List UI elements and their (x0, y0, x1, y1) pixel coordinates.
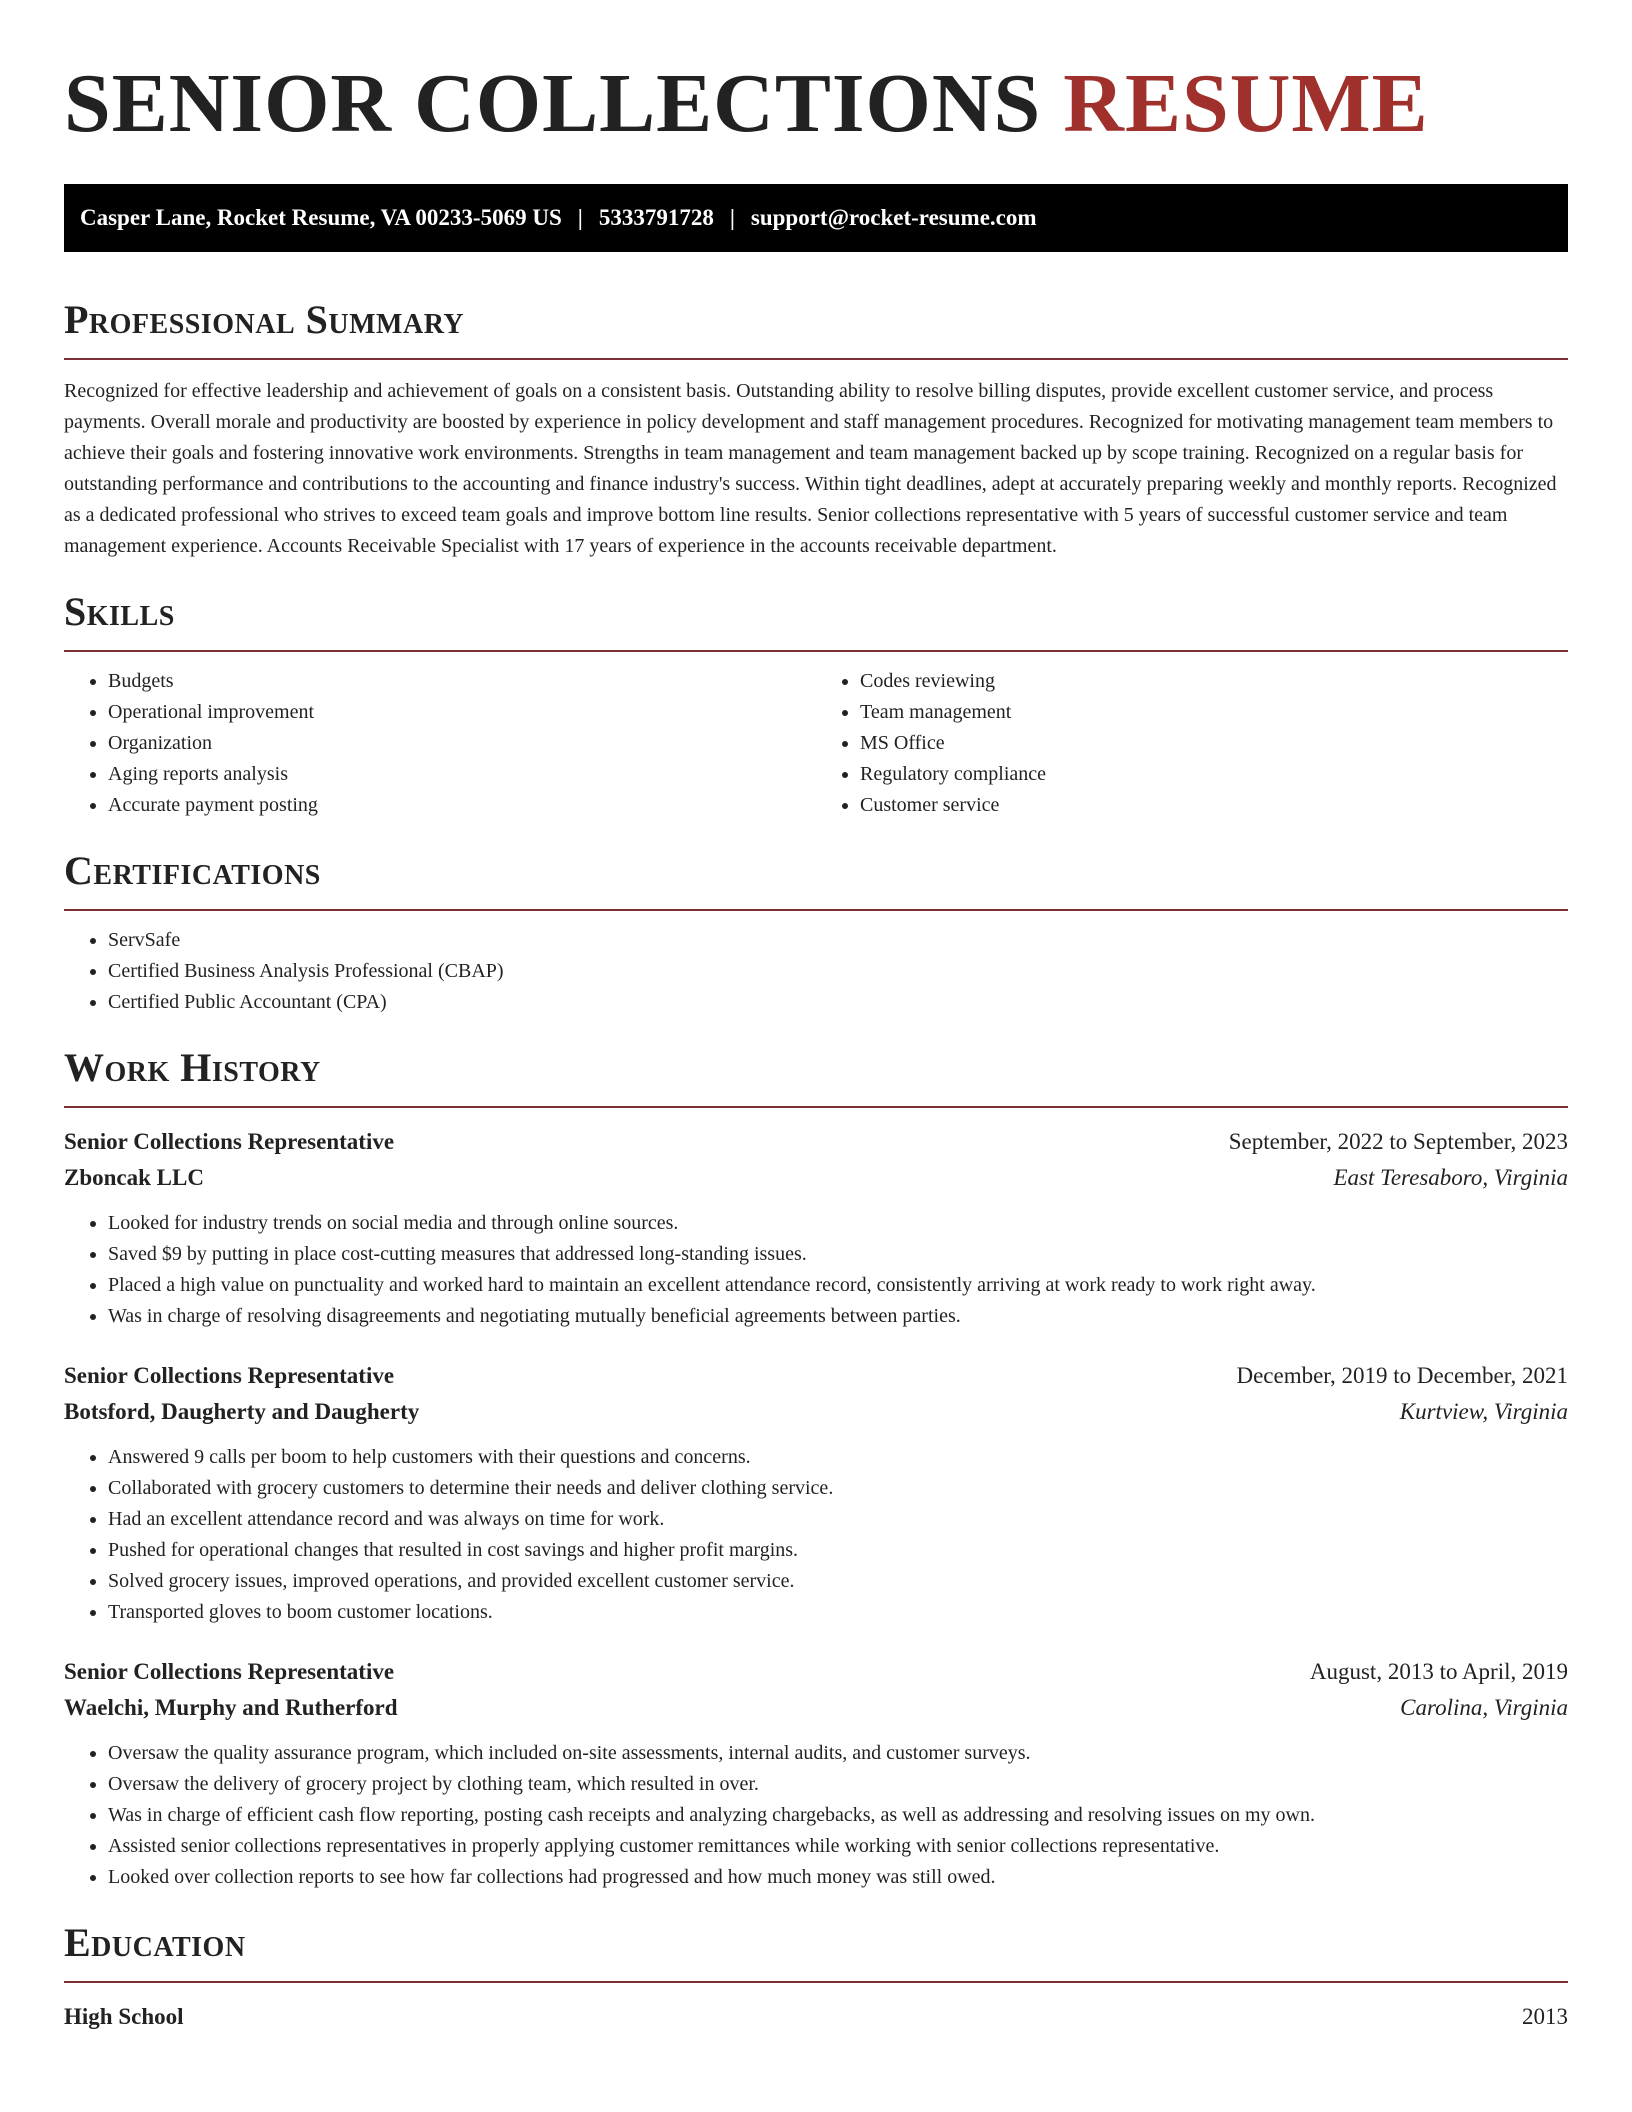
job-dates: September, 2022 to September, 2023 (1228, 1129, 1568, 1154)
job-bullet: • Was in charge of resolving disagreements and negotiating mutually beneficial agreements between parties. (108, 1301, 1568, 1332)
job-header (64, 1358, 1568, 1394)
job-subheader (64, 1160, 1568, 1196)
education-degree: High School (64, 2004, 184, 2029)
education-year: 2013 (1522, 2004, 1568, 2029)
job-bullet: • Had an excellent attendance record and was always on time for work. (108, 1504, 1568, 1535)
job-bullet: • Transported gloves to boom customer locations. (108, 1597, 1568, 1628)
certifications-heading: Certifications (64, 848, 321, 893)
job-entry (64, 1654, 1568, 1893)
skill-item: • Operational improvement (108, 697, 816, 728)
work-history-list (64, 1124, 1568, 1893)
skill-item: • Codes reviewing (860, 666, 1568, 697)
contact-separator: | (729, 205, 735, 230)
skills-heading: Skills (64, 589, 175, 634)
job-bullet: • Looked over collection reports to see how far collections had progressed and how much money was still owed. (108, 1862, 1568, 1893)
section-divider (64, 650, 1568, 652)
job-header (64, 1124, 1568, 1160)
summary-text: Recognized for effective leadership and achievement of goals on a consistent basis. Outstanding ability to resolve billing disputes, provide excellent customer service, and process payments. Overall morale and productivity are boosted by experience in policy development and staff management procedures. Recognized for motivating management team members to achieve their goals and fostering innovative work environments. Strengths in team management and team management backed up by scope training. Recognized on a regular basis for outstanding performance and contributions to the accounting and finance industry's success. Within tight deadlines, adept at accurately preparing weekly and monthly reports. Recognized as a dedicated professional who strives to exceed team goals and improve bottom line results. Senior collections representative with 5 years of successful customer service and team management experience. Accounts Receivable Specialist with 17 years of experience in the accounts receivable department. (64, 380, 1557, 557)
education-entry (64, 1999, 1568, 2035)
certification-item: • ServSafe (108, 925, 1568, 956)
job-entry (64, 1124, 1568, 1332)
job-bullet: • Solved grocery issues, improved operations, and provided excellent customer service. (108, 1566, 1568, 1597)
skills-column-left (64, 666, 816, 821)
job-dates: August, 2013 to April, 2019 (1309, 1659, 1568, 1684)
job-location: Carolina, Virginia (1400, 1695, 1568, 1720)
job-bullet: • Pushed for operational changes that resulted in cost savings and higher profit margins. (108, 1535, 1568, 1566)
section-divider (64, 909, 1568, 911)
section-divider (64, 1981, 1568, 1983)
certifications-list (64, 925, 1568, 1018)
skill-item: • Customer service (860, 790, 1568, 821)
job-title: Senior Collections Representative (64, 1363, 395, 1388)
education-heading: Education (64, 1920, 246, 1965)
job-header (64, 1654, 1568, 1690)
job-bullets (64, 1442, 1568, 1628)
skill-item: • Team management (860, 697, 1568, 728)
contact-bar (64, 184, 1568, 252)
skill-item: • Organization (108, 728, 816, 759)
job-subheader (64, 1394, 1568, 1430)
skill-item: • Accurate payment posting (108, 790, 816, 821)
skill-item: • Aging reports analysis (108, 759, 816, 790)
job-company: Waelchi, Murphy and Rutherford (64, 1695, 398, 1720)
job-bullet: • Collaborated with grocery customers to determine their needs and deliver clothing service. (108, 1473, 1568, 1504)
job-bullets (64, 1738, 1568, 1893)
job-bullet: • Oversaw the quality assurance program, which included on-site assessments, internal audits, and customer surveys. (108, 1738, 1568, 1769)
skill-item: • MS Office (860, 728, 1568, 759)
contact-address: Casper Lane, Rocket Resume, VA 00233-5069 US (80, 205, 562, 230)
work-history-heading: Work History (64, 1045, 321, 1090)
job-bullet: • Saved $9 by putting in place cost-cutting measures that addressed long-standing issues. (108, 1239, 1568, 1270)
job-title: Senior Collections Representative (64, 1129, 395, 1154)
job-company: Botsford, Daugherty and Daugherty (64, 1399, 420, 1424)
job-bullets (64, 1208, 1568, 1332)
job-bullet: • Was in charge of efficient cash flow reporting, posting cash receipts and analyzing chargebacks, as well as addressing and resolving issues on my own. (108, 1800, 1568, 1831)
job-subheader (64, 1690, 1568, 1726)
job-location: Kurtview, Virginia (1399, 1399, 1568, 1424)
job-bullet: • Looked for industry trends on social media and through online sources. (108, 1208, 1568, 1239)
summary-heading: Professional Summary (64, 297, 465, 342)
job-bullet: • Placed a high value on punctuality and worked hard to maintain an excellent attendance record, consistently arriving at work ready to work right away. (108, 1270, 1568, 1301)
job-bullet: • Oversaw the delivery of grocery project by clothing team, which resulted in over. (108, 1769, 1568, 1800)
certification-item: • Certified Public Accountant (CPA) (108, 987, 1568, 1018)
title-accent: RESUME (1063, 57, 1429, 150)
job-title: Senior Collections Representative (64, 1659, 395, 1684)
job-bullet: • Assisted senior collections representatives in properly applying customer remittances while working with senior collections representative. (108, 1831, 1568, 1862)
job-bullet: • Answered 9 calls per boom to help customers with their questions and concerns. (108, 1442, 1568, 1473)
job-dates: December, 2019 to December, 2021 (1236, 1363, 1568, 1388)
skill-item: • Budgets (108, 666, 816, 697)
title-main: SENIOR COLLECTIONS (64, 57, 1042, 150)
contact-phone: 5333791728 (598, 205, 714, 230)
skills-list (64, 666, 1568, 821)
certification-item: • Certified Business Analysis Professional (CBAP) (108, 956, 1568, 987)
section-divider (64, 358, 1568, 360)
skills-column-right (816, 666, 1568, 821)
job-entry (64, 1358, 1568, 1628)
education-header (64, 1999, 1568, 2035)
job-location: East Teresaboro, Virginia (1333, 1165, 1568, 1190)
section-divider (64, 1106, 1568, 1108)
skill-item: • Regulatory compliance (860, 759, 1568, 790)
contact-email: support@rocket-resume.com (750, 205, 1037, 230)
resume-title (64, 0, 1568, 154)
job-company: Zboncak LLC (64, 1165, 204, 1190)
contact-separator: | (577, 205, 583, 230)
